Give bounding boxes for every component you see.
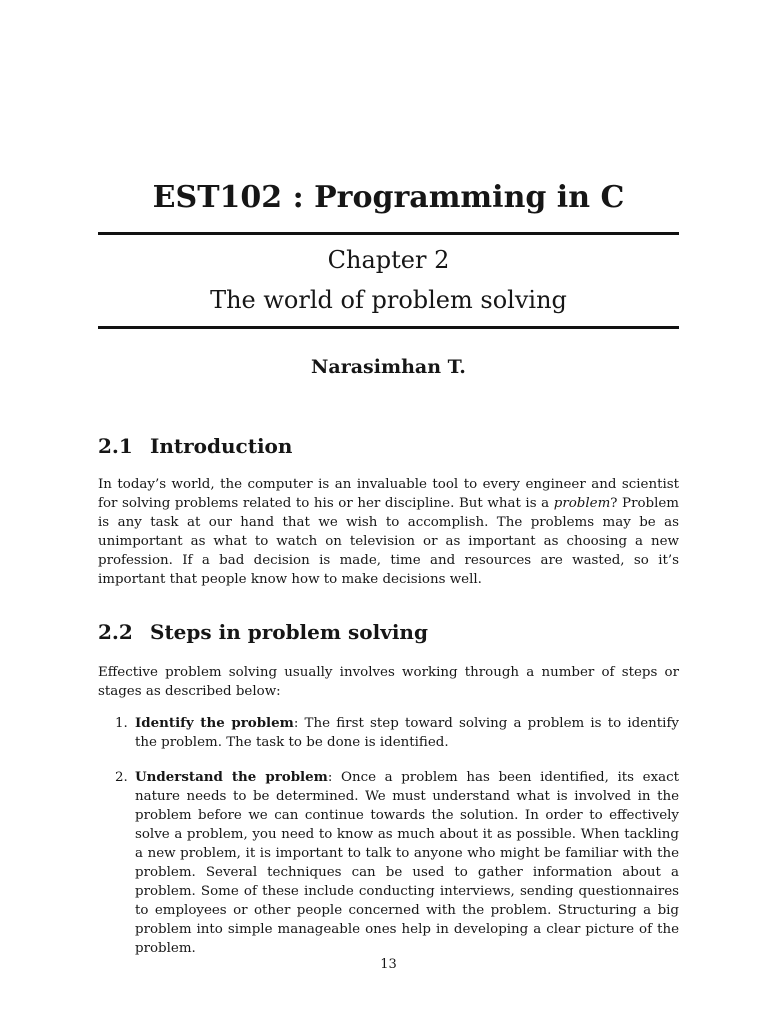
chapter-title: The world of problem solving [210,286,567,314]
steps-intro-paragraph: Effective problem solving usually involves working through a number of steps or stages as described below: [98,665,679,699]
list-item [98,768,679,958]
steps-list [98,768,679,958]
section-number: 2.2 [98,620,133,644]
section-heading-steps [98,618,428,646]
paragraph-text: ? Problem is any task at our hand that we wish to accomplish. The problems may be as unimportant as what to watch on television or as important as choosing a new profession. If a bad decision is made, time and resources are wasted, so it’s important that people know how to make decisions well. [98,496,680,587]
step-term: Identify the problem [135,715,294,731]
list-marker: 2. [115,770,128,785]
emphasized-word: problem [553,496,611,511]
step-text: : The first step toward solving a problem is to identify the problem. The task to be done is identified. [135,716,679,750]
section-number: 2.1 [98,434,133,458]
step-term: Understand the problem [135,769,328,785]
list-item [98,714,679,752]
section-heading-introduction [98,432,292,460]
section-title: Introduction [150,434,293,458]
author-name: Narasimhan T. [311,356,466,378]
section-title: Steps in problem solving [150,620,428,644]
introduction-paragraph [98,475,679,589]
title-top-rule [98,232,679,235]
page-number: 13 [380,957,397,972]
step-text: : Once a problem has been identified, its exact nature needs to be determined. We must understand what is involved in the problem before we can continue towards the solution. In order to effectively solve a problem, you need to know as much about it as possible. When tackling a new problem, it is important to talk to anyone who might be familiar with the problem. Several techniques can be used to gather information about a problem. Some of these include conducting interviews, sending questionnaires to employees or other people concerned with the problem. Structuring a big problem into simple manageable ones help in developing a clear picture of the problem. [135,770,679,956]
list-marker: 1. [115,716,128,731]
document-title: EST102 : Programming in C [152,180,625,215]
paragraph-text: In today’s world, the computer is an invaluable tool to every engineer and scientist for solving problems related to his or her discipline. But what is a [98,477,679,511]
title-bottom-rule [98,326,679,329]
steps-list [98,714,679,752]
chapter-label: Chapter 2 [327,246,450,274]
